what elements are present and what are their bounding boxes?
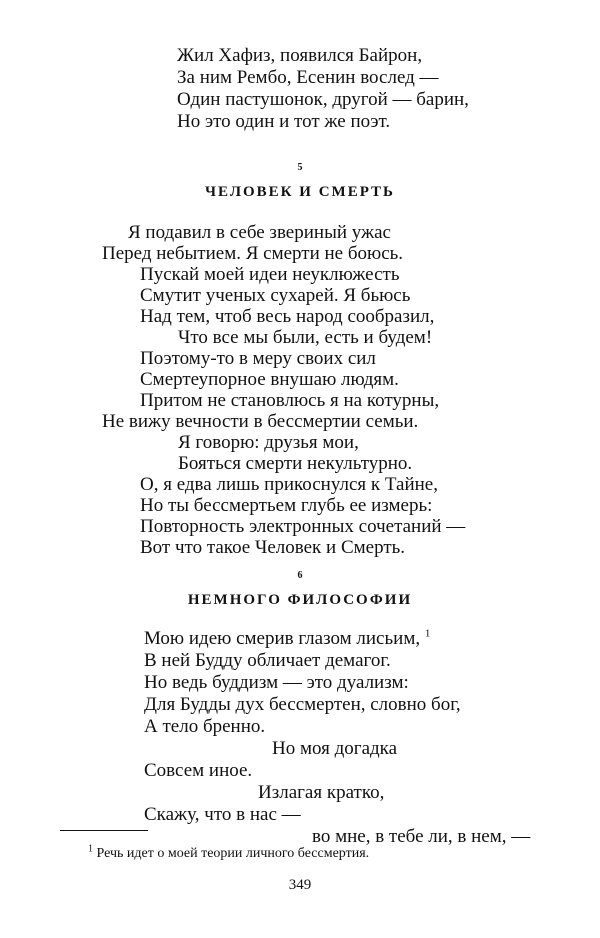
section-number: 5: [297, 162, 303, 173]
verse-line: Не вижу вечности в бессмертии семьи.: [102, 411, 419, 432]
verse-line: Над тем, чтоб весь народ сообразил,: [140, 306, 435, 327]
verse-line: Перед небытием. Я смерти не боюсь.: [102, 243, 404, 264]
verse-line: Но ведь буддизм — это дуализм:: [144, 672, 409, 693]
verse-line: Пускай моей идеи неуклюжесть: [140, 264, 400, 285]
verse-line: [144, 628, 430, 650]
verse-line: О, я едва лишь прикоснулся к Тайне,: [140, 474, 438, 495]
verse-line: Излагая кратко,: [258, 782, 385, 803]
verse-line: Что все мы были, есть и будем!: [178, 327, 433, 348]
footnote: [88, 843, 370, 862]
verse-line: Смутит ученых сухарей. Я бьюсь: [140, 285, 411, 306]
verse-line: Смертеупорное внушаю людям.: [140, 369, 399, 390]
verse-line: Один пастушонок, другой — барин,: [177, 89, 469, 110]
footnote-marker: 1: [424, 627, 431, 640]
verse-line: во мне, в тебе ли, в нем, —: [312, 826, 531, 847]
footnote-divider: [60, 830, 148, 831]
verse-line: За ним Рембо, Есенин вослед —: [177, 67, 439, 88]
verse-line: Я подавил в себе звериный ужас: [128, 222, 391, 243]
verse-line: Но это один и тот же поэт.: [177, 111, 391, 132]
verse-line: Я говорю: друзья мои,: [178, 432, 359, 453]
footnote-mark: 1: [88, 843, 93, 855]
section-title: НЕМНОГО ФИЛОСОФИИ: [187, 592, 413, 608]
verse-line: Для Будды дух бессмертен, словно бог,: [144, 694, 461, 715]
verse-line: Поэтому-то в меру своих сил: [140, 348, 376, 369]
verse-line: Совсем иное.: [144, 760, 253, 781]
section-title: ЧЕЛОВЕК И СМЕРТЬ: [205, 184, 395, 200]
verse-line: Но ты бессмертьем глубь ее измерь:: [140, 495, 433, 516]
verse-line: Скажу, что в нас —: [144, 804, 301, 825]
verse-line: Бояться смерти некультурно.: [178, 453, 413, 474]
verse-line: Вот что такое Человек и Смерть.: [140, 537, 406, 558]
section-number: 6: [297, 570, 303, 581]
verse-line: Повторность электронных сочетаний —: [140, 516, 466, 537]
verse-line: Но моя догадка: [272, 738, 398, 759]
footnote-text: Речь идет о моей теории личного бессмертия.: [96, 846, 370, 861]
verse-line: В ней Будду обличает демагог.: [144, 650, 391, 671]
verse-line: Жил Хафиз, появился Байрон,: [177, 45, 423, 66]
verse-text: Мою идею смерив глазом лисьим,: [144, 628, 421, 649]
verse-line: Притом не становлюсь я на котурны,: [140, 390, 440, 411]
page-number: 349: [288, 877, 312, 893]
verse-line: А тело бренно.: [144, 716, 266, 737]
